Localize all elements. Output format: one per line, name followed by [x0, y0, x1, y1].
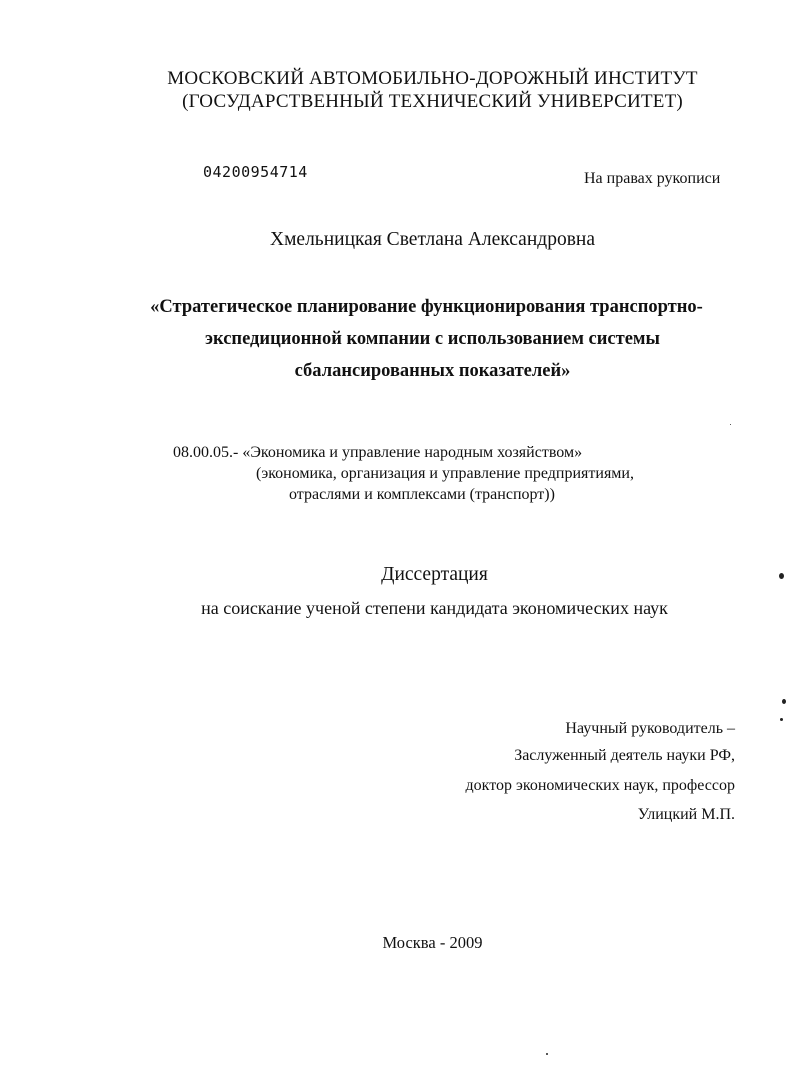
specialty-detail-line-1: (экономика, организация и управление предприятиями,: [256, 465, 634, 482]
advisor-role: Научный руководитель –: [565, 720, 735, 737]
institute-name: МОСКОВСКИЙ АВТОМОБИЛЬНО-ДОРОЖНЫЙ ИНСТИТУТ: [167, 68, 698, 89]
degree-purpose: на соискание ученой степени кандидата экономических наук: [201, 598, 668, 618]
place-year: Москва - 2009: [382, 933, 483, 952]
dissertation-title-line-3: сбалансированных показателей»: [294, 361, 571, 381]
dissertation-title-line-1: «Стратегическое планирование функционирования транспортно-: [150, 297, 703, 317]
advisor-degree: доктор экономических наук, профессор: [465, 777, 735, 794]
author-name: Хмельницкая Светлана Александровна: [270, 229, 595, 250]
advisor-honor: Заслуженный деятель науки РФ,: [514, 747, 735, 764]
institute-status: (ГОСУДАРСТВЕННЫЙ ТЕХНИЧЕСКИЙ УНИВЕРСИТЕТ): [182, 91, 683, 112]
scan-speck: [779, 573, 784, 579]
dissertation-title-line-2: экспедиционной компании с использованием системы: [205, 329, 660, 349]
scan-speck: [782, 699, 786, 704]
registry-code: 04200954714: [203, 163, 308, 181]
specialty-code-line: 08.00.05.- «Экономика и управление народным хозяйством»: [173, 444, 583, 461]
scan-speck: [780, 718, 783, 721]
specialty-detail-line-2: отраслями и комплексами (транспорт)): [289, 486, 555, 503]
scan-speck: [730, 424, 731, 425]
work-type: Диссертация: [381, 564, 488, 585]
scan-speck: [546, 1053, 548, 1055]
rights-note: На правах рукописи: [584, 170, 721, 187]
advisor-name: Улицкий М.П.: [637, 806, 735, 823]
